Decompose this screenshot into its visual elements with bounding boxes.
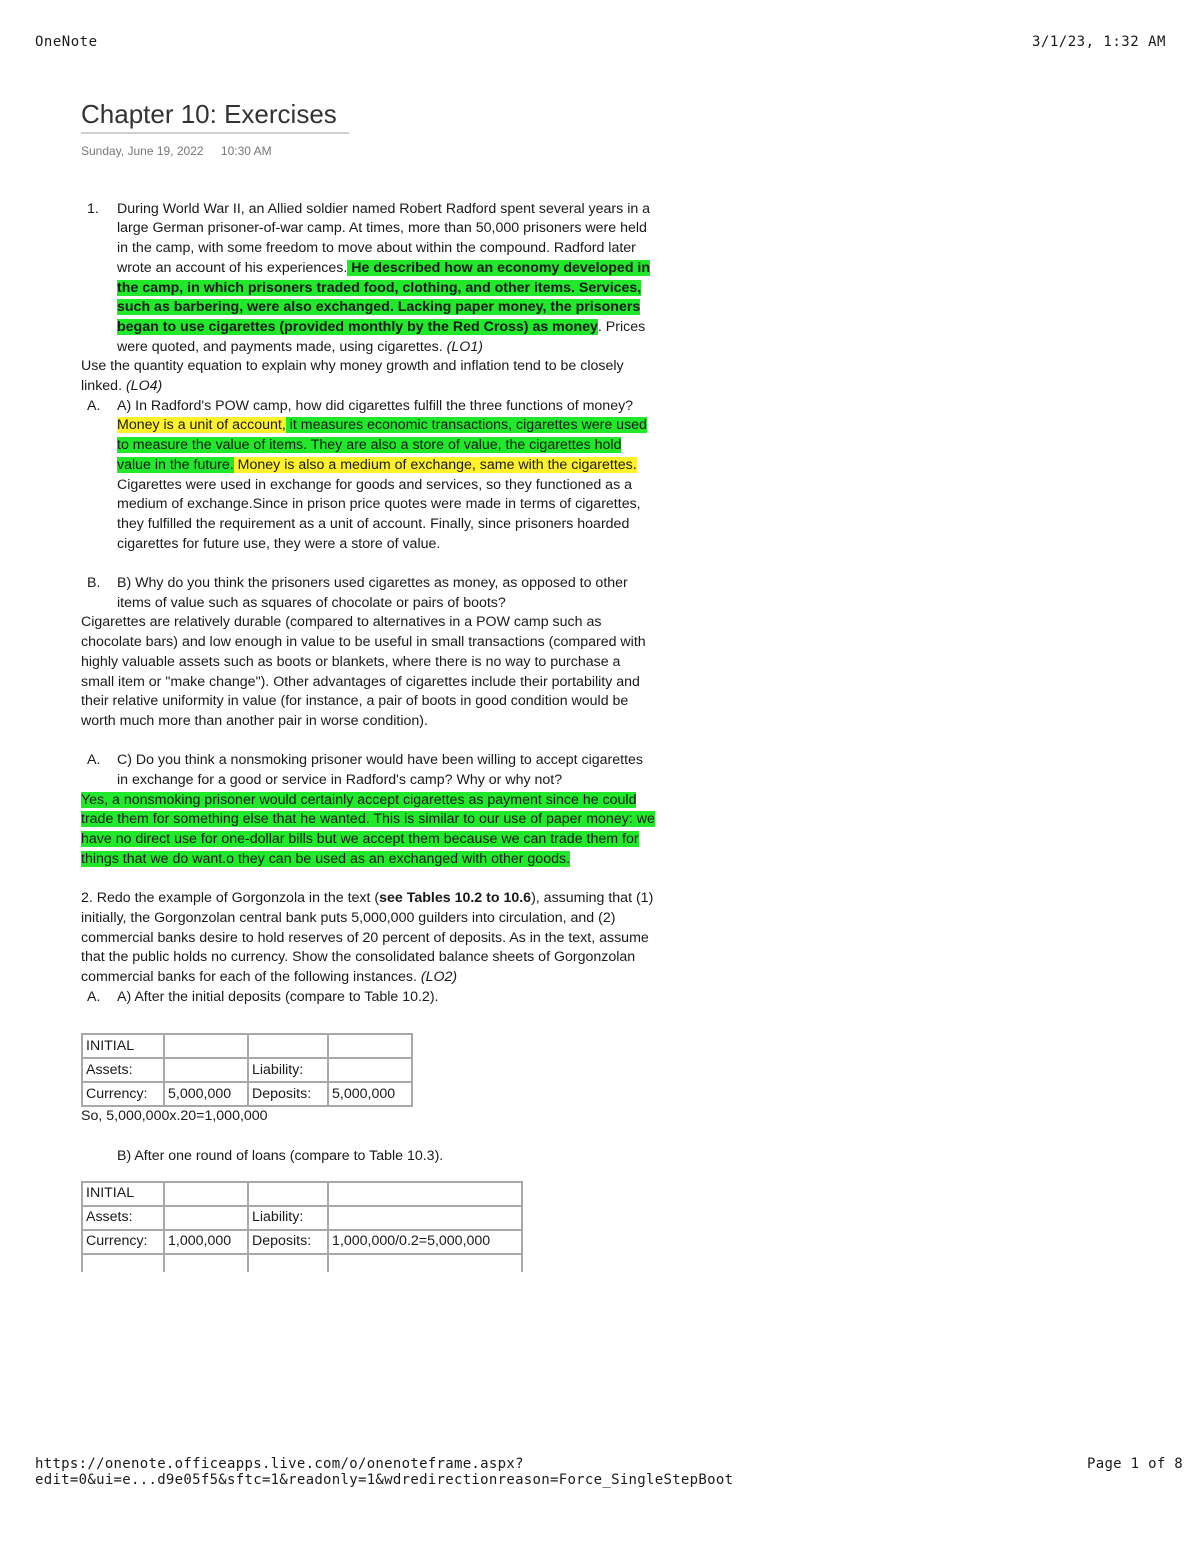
qa-ans-yellow-2: Money is also a medium of exchange, same with the cigarettes.: [233, 456, 637, 473]
table-cell: [328, 1182, 522, 1206]
table-cell: [248, 1254, 328, 1272]
page-title: Chapter 10: Exercises: [81, 98, 349, 134]
table-row: [82, 1082, 412, 1106]
table-cell: [328, 1254, 522, 1272]
qa-question: A) In Radford's POW camp, how did cigarettes fulfill the three functions of money?: [117, 397, 634, 414]
qa-ans-yellow-1: Money is a unit of account,: [117, 417, 286, 434]
qc-answer: [81, 791, 656, 870]
page-url: https://onenote.officeapps.live.com/o/onenoteframe.aspx?edit=0&ui=e...d9e05f5&sftc=1&readonly=1&wdredirectionreason=Force_SingleStepBoot: [35, 1456, 734, 1488]
page-meta: [81, 142, 656, 162]
q1-tail: . Prices were quoted, and payments made, using cigarettes.: [117, 318, 646, 355]
balance-sheet-table-1: [81, 1033, 413, 1107]
table-cell: Liability:: [248, 1206, 328, 1230]
print-datetime: 3/1/23, 1:32 AM: [1032, 34, 1166, 50]
question-c: [81, 751, 656, 790]
table-cell: [328, 1058, 412, 1082]
table-cell: 5,000,000: [328, 1082, 412, 1106]
question-b: [81, 574, 656, 613]
table-cell: [248, 1182, 328, 1206]
question-1: [81, 200, 656, 358]
q2-post: ), assuming that (1) initially, the Gorgonzolan central bank puts 5,000,000 guilders into circulation, and (2) commercial banks desire to hold reserves of 20 percent of deposits. As in the text, assume that the public holds no currency. Show the consolidated balance sheets of Gorgonzolan commercial banks for each of the following instances.: [81, 890, 654, 986]
qc-question: C) Do you think a nonsmoking prisoner would have been willing to accept cigarettes in exchange for a good or service in Radford's camp? Why or why not?: [117, 752, 644, 789]
q2-bold: see Tables 10.2 to 10.6: [379, 890, 532, 907]
table-row: [82, 1254, 522, 1272]
q1-extra-lo: (LO4): [125, 378, 163, 395]
table-cell: Currency:: [82, 1082, 164, 1106]
q1-extra-text: Use the quantity equation to explain why money growth and inflation tend to be closely linked.: [81, 358, 624, 395]
list-marker: A.: [87, 752, 101, 769]
table-row: [82, 1206, 522, 1230]
list-marker: B.: [87, 575, 101, 592]
table-cell: Assets:: [82, 1058, 164, 1082]
table-row: [82, 1230, 522, 1254]
table-cell: Assets:: [82, 1206, 164, 1230]
qa-ans-plain: Cigarettes were used in exchange for goods and services, so they functioned as a medium of exchange.Since in prison price quotes were made in terms of cigarettes, they fulfilled the requirement as a unit of account. Finally, since prisoners hoarded cigarettes for future use, they were a store of value.: [117, 476, 641, 552]
table-cell: INITIAL: [82, 1182, 164, 1206]
table-cell: [328, 1034, 412, 1058]
table-cell: 1,000,000: [164, 1230, 248, 1254]
app-name: OneNote: [35, 34, 98, 50]
list-marker: A.: [87, 988, 101, 1005]
list-marker: A.: [87, 397, 101, 414]
page-number: Page 1 of 8: [1087, 1456, 1184, 1472]
q2-pre: 2. Redo the example of Gorgonzola in the text (: [81, 890, 380, 907]
qb-answer: Cigarettes are relatively durable (compared to alternatives in a POW camp such as chocolate bars) and low enough in value to be useful in small transactions (compared with highly valuable assets such as boots or blankets, where there is no way to purchase a small item or "make change"). Other advantages of cigarettes include their portability and their relative uniformity in value (for instance, a pair of boots in good condition would be worth much more than another pair in worse condition).: [81, 614, 646, 729]
table-cell: [164, 1206, 248, 1230]
table-cell: Deposits:: [248, 1082, 328, 1106]
question-a: [81, 397, 656, 555]
page-content: [81, 98, 656, 1272]
table-cell: Deposits:: [248, 1230, 328, 1254]
qb-question: B) Why do you think the prisoners used cigarettes as money, as opposed to other items of value such as squares of chocolate or pairs of boots?: [117, 575, 628, 611]
table-cell: [82, 1254, 164, 1272]
table-cell: Liability:: [248, 1058, 328, 1082]
q2-part-a-text: A) After the initial deposits (compare to Table 10.2).: [117, 988, 439, 1005]
q1-highlight: He described how an economy developed in the camp, in which prisoners traded food, clothing, and other items. Services, such as barbering, were also exchanged. Lacking paper money, the prisoners began to use cigarettes (provided monthly by the Red Cross) as money: [117, 259, 651, 335]
table-cell: [164, 1034, 248, 1058]
list-marker: 1.: [87, 200, 99, 217]
qa-answer: [117, 416, 656, 554]
table-row: [82, 1034, 412, 1058]
page-time: 10:30 AM: [220, 144, 272, 158]
balance-sheet-table-2: [81, 1181, 523, 1272]
page-date: Sunday, June 19, 2022: [81, 144, 204, 158]
q1-lo: (LO1): [446, 338, 483, 355]
calc-line: So, 5,000,000x.20=1,000,000: [81, 1108, 268, 1125]
qa-ans-green: it measures economic transactions, cigarettes were used to measure the value of items. They are also a store of value, the cigarettes hold value in the future.: [117, 417, 647, 473]
q1-intro: During World War II, an Allied soldier named Robert Radford spent several years in a large German prisoner-of-war camp. At times, more than 50,000 prisoners were held in the camp, with some freedom to move about within the compound. Radford later wrote an account of his experiences.: [117, 200, 651, 276]
qc-answer-text: Yes, a nonsmoking prisoner would certainly accept cigarettes as payment since he could trade them for something else that he wanted. This is similar to our use of paper money: we have no direct use for one-dollar bills but we accept them because we can trade them for things that we do want.o they can be used as an exchanged with other goods.: [81, 791, 655, 867]
table-cell: [328, 1206, 522, 1230]
table-row: [82, 1182, 522, 1206]
table-cell: [164, 1058, 248, 1082]
table-cell: [248, 1034, 328, 1058]
table-cell: 5,000,000: [164, 1082, 248, 1106]
q2-part-b-text: B) After one round of loans (compare to Table 10.3).: [117, 1147, 444, 1164]
q2-lo: (LO2): [420, 969, 458, 986]
table-cell: [164, 1254, 248, 1272]
q2-part-a: [81, 988, 656, 1008]
table-cell: 1,000,000/0.2=5,000,000: [328, 1230, 522, 1254]
table-row: [82, 1058, 412, 1082]
table-cell: INITIAL: [82, 1034, 164, 1058]
q1-extra: [81, 357, 656, 396]
table-cell: Currency:: [82, 1230, 164, 1254]
table-cell: [164, 1182, 248, 1206]
question-2: [81, 889, 656, 988]
